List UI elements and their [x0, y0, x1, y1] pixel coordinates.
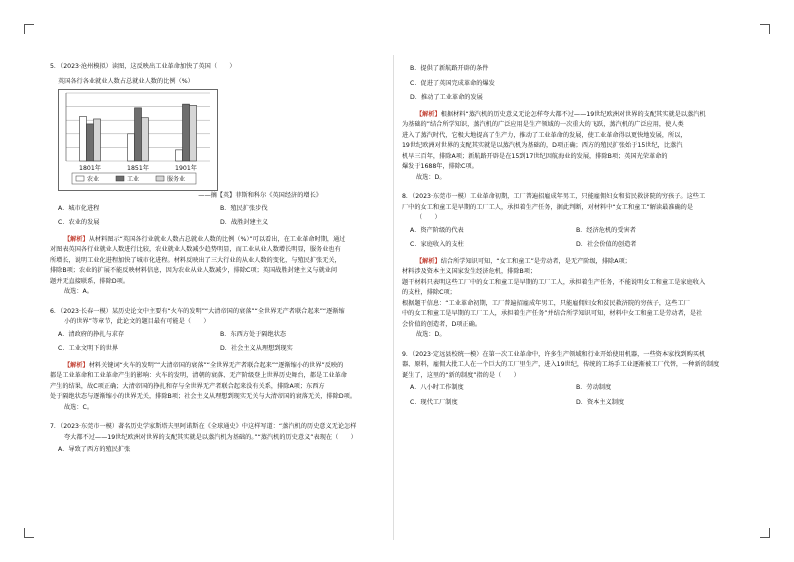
question-5-option-a[interactable]: A．城市化进程 — [58, 204, 100, 212]
chart-bar — [87, 124, 94, 161]
question-7 — [50, 422, 382, 458]
analysis-line: 爆发于1688年，排除C项。 — [402, 163, 478, 170]
question-7-option-b[interactable]: B．提供了新航路开辟的条件 — [410, 65, 489, 72]
question-5-answer: 故选：A。 — [64, 288, 93, 295]
corner-mark-top-left — [24, 24, 34, 34]
chart-legend-label: 工业 — [127, 176, 140, 183]
analysis-line: 题并无直接联系，排除D项。 — [50, 277, 130, 285]
analysis-line: 的支柱，排除C项； — [402, 289, 456, 296]
question-8-option-b[interactable]: B．经济危机的受害者 — [576, 226, 636, 234]
question-5-option-c[interactable]: C．农业的发展 — [58, 219, 100, 226]
question-7-answer: 故选：D。 — [416, 173, 446, 181]
question-6-stem: 6．（2023·长春一模）某历史论文中主要有“火车的发明”“大清帝国的衰落”“全世界无产者联合起来”“逐渐缩 — [50, 307, 345, 315]
question-9-stem: 诞生了，这里的“新的制度”指的是（ ） — [402, 371, 520, 379]
question-5-analysis — [50, 235, 382, 246]
analysis-line: 会价值的创造者，D项正确。 — [402, 320, 482, 328]
left-column — [50, 62, 382, 458]
question-5-option-b[interactable]: B．殖民扩张步伐 — [220, 204, 268, 212]
analysis-line: 产生的结果，故C项正确；大清帝国的挣扎和存与全世界无产者联合起来没有关系，排除A项；东西方 — [50, 382, 325, 390]
question-6-option-b[interactable]: B．东西方处于隔绝状态 — [220, 330, 287, 338]
question-6-option-a[interactable]: A．清政府的挣扎与求存 — [58, 330, 125, 338]
question-8-stem: 8．（2023·东莞市一模）工业革命初期，工厂普遍招雇成年男工，只能雇佣妇女和贫民救济院的穷孩子。这些工 — [402, 193, 706, 200]
analysis-line: 根据题干信息：“工业革命初期，工厂普遍招雇成年男工，只能雇佣妇女和贫民救济院的穷孩子，这些工厂 — [402, 299, 690, 307]
question-9-stem: 器、原料，雇佣大批工人在一个巨大的工厂里生产，进入19世纪，传统的工场手工业逐渐被工厂代替，一种新的制度 — [402, 361, 720, 368]
column-divider — [393, 55, 394, 540]
analysis-line: 19世纪欧洲对世界的支配其实就是以蒸汽机为基础的，D项正确；西方的殖民扩张始于15世纪，比蒸汽 — [402, 142, 683, 149]
chart-legend-label: 农业 — [87, 176, 100, 183]
analysis-tag: 【解析】 — [416, 257, 441, 265]
analysis-line: 题干材料只表明这些工厂中的女工和童工是早期的工厂工人，承担着生产任务，不能说明女工和童工是家庭收入 — [402, 278, 706, 286]
analysis-line: 中的女工和童工是早期的工厂工人，承担着生产任务”并结合所学知识可知，材料中女工和童工是劳动者，是社 — [402, 310, 703, 317]
question-6 — [50, 307, 382, 414]
question-6-option-c[interactable]: C．工业文明下的世界 — [58, 345, 119, 352]
chart-bar — [80, 116, 87, 161]
analysis-line: 机早三百年，排除A项；新航路开辟是在15到17世纪因航海业的发展，排除B项；英国光荣革命的 — [402, 152, 668, 160]
question-7-options-left — [50, 443, 382, 458]
question-9-option-c[interactable]: C．现代工厂制度 — [410, 398, 458, 406]
question-8-stem: 厂中的女工和童工是早期的工厂工人，承担着生产任务，据此判断，对材料中“女工和童工”解读最准确的是 — [402, 203, 694, 211]
analysis-line: 从材料图示“英国各行业就业人数占总就业人数的比例（%）”可以看出，在工业革命时期，通过 — [88, 235, 346, 243]
chart-legend-swatch — [156, 176, 164, 181]
chart-bar — [142, 118, 149, 161]
question-8-option-a[interactable]: A．资产阶级的代表 — [410, 226, 464, 234]
analysis-line: 进入了蒸汽时代，它极大地提高了生产力，推动了工业革命的发展，使工业革命得以更快地发展，所以， — [402, 131, 687, 139]
chart-category-label: 1901年 — [175, 165, 197, 172]
chart-category-label: 1851年 — [127, 165, 149, 172]
question-7-stem: 夸大都不过——19世纪欧洲对世界的支配其实就是以蒸汽机为基础的。”“蒸汽机的历史意义”表现在（ ） — [64, 433, 357, 441]
question-7-continued — [402, 62, 742, 183]
employment-bar-chart — [58, 89, 218, 191]
chart-caption: 英国各行各业就业人数占总就业人数的比例（%） — [58, 77, 194, 85]
chart-bar — [176, 150, 183, 161]
question-6-answer: 故选：C。 — [64, 403, 94, 411]
question-7-option-c[interactable]: C．促进了英国完成革命的爆发 — [410, 79, 495, 87]
analysis-line: 排除B项；农业的扩展不能反映材料信息，因为农业从业人数减少，排除C项；英国战胜封建主义与就业问 — [50, 267, 337, 274]
question-5 — [50, 62, 382, 298]
analysis-tag: 【解析】 — [416, 110, 441, 118]
question-9-option-a[interactable]: A．八小时工作制度 — [410, 384, 464, 391]
question-8-analysis — [402, 257, 742, 268]
analysis-tag: 【解析】 — [64, 361, 89, 369]
chart-legend-swatch — [116, 176, 124, 181]
right-column — [402, 62, 742, 410]
question-9-option-d[interactable]: D．资本主义制度 — [576, 398, 625, 406]
question-6-stem: 小的世界”等章节，此论文的题目最有可能是（ ） — [64, 318, 210, 325]
chart-bar — [183, 104, 190, 161]
analysis-line: 结合所学知识可知，“女工和童工”是劳动者，是无产阶级，排除A项； — [440, 257, 631, 265]
analysis-line: 处于隔绝状态与逐渐缩小的世界无关，排除B项；社会主义从理想到现实无关与大清帝国的衰落无关，排除D项。 — [50, 393, 357, 400]
question-5-stem: 5．（2023·沧州模拟）读图，这反映出工业革命加快了英国（ ） — [50, 63, 236, 70]
question-5-options — [50, 202, 382, 231]
question-7-options-right — [402, 62, 742, 106]
analysis-line: 材料关键词“火车的发明”“大清帝国的衰落”“全世界无产者联合起来”“逐渐缩小的世界”反映的 — [88, 361, 344, 369]
analysis-tag: 【解析】 — [64, 235, 89, 243]
analysis-line: 对图表英国各行业就业人数进行比较，农业就业人数减少趋势明显，而工业从业人数增长明显，服务业也有 — [50, 246, 341, 253]
analysis-line: 为基础的”结合所学知识，蒸汽机的广泛应用是生产领域的一次重大的飞跃，蒸汽机的广泛应用，使人类 — [402, 121, 684, 128]
analysis-line: 根据材料“蒸汽机的历史意义无论怎样夸大都不过——19世纪欧洲对世界的支配其实就是以蒸汽机 — [440, 110, 706, 118]
chart-bar — [94, 119, 101, 161]
question-7-analysis — [402, 110, 742, 121]
question-5-option-d[interactable]: D．战胜封建主义 — [220, 219, 269, 226]
question-7-option-a[interactable]: A．导致了西方的殖民扩张 — [58, 446, 131, 453]
question-8-option-d[interactable]: D．社会价值的创造者 — [576, 241, 637, 248]
question-9 — [402, 350, 742, 411]
question-8 — [402, 192, 742, 341]
question-8-option-c[interactable]: C．家庭收入的支柱 — [410, 241, 464, 248]
question-6-options — [50, 328, 382, 357]
question-7-stem: 7．（2023·东莞市一模）著名历史学家斯塔夫里阿诺斯在《全球通史》中这样写道：“蒸汽机的历史意义无论怎样 — [50, 423, 357, 430]
chart-source: ——摘【英】菲斯和科尔《英国经济的增长》 — [198, 192, 322, 199]
question-8-answer: 故选：D。 — [416, 331, 446, 338]
chart-svg — [58, 89, 218, 191]
chart-bar — [135, 108, 142, 161]
question-6-analysis — [50, 361, 382, 372]
corner-mark-bottom-right — [760, 528, 770, 538]
chart-bar — [190, 105, 197, 161]
corner-mark-bottom-left — [24, 528, 34, 538]
question-9-stem: 9．（2023·定远县校统一模）在第一次工业革命中，许多生产领域和行业开始使用机器，一些资本家找到购买机 — [402, 350, 706, 358]
analysis-line: 都是工业革命和工业革命产生的影响：火车的发明，清朝的衰落、无产阶级登上世界历史舞台，都是工业革命 — [50, 372, 347, 379]
chart-category-label: 1801年 — [79, 165, 101, 172]
chart-bar — [128, 134, 135, 161]
question-8-stem: （ ） — [416, 214, 441, 221]
question-9-option-b[interactable]: B．劳动制度 — [576, 384, 612, 391]
analysis-line: 材料涉及资本主义国家发生经济危机，排除B项； — [402, 268, 537, 275]
question-6-option-d[interactable]: D．社会主义从理想到现实 — [220, 345, 293, 352]
question-9-options — [402, 381, 742, 410]
corner-mark-top-right — [760, 24, 770, 34]
analysis-line: 所增长，说明工业化进程加快了城市化进程。材料反映出了三大行业的从业人数的变化，与殖民扩张无关， — [50, 256, 341, 264]
chart-legend-label: 服务业 — [167, 176, 186, 183]
chart-legend-swatch — [76, 176, 84, 181]
question-8-options — [402, 224, 742, 253]
question-7-option-d[interactable]: D．推动了工业革命的发展 — [410, 94, 483, 101]
